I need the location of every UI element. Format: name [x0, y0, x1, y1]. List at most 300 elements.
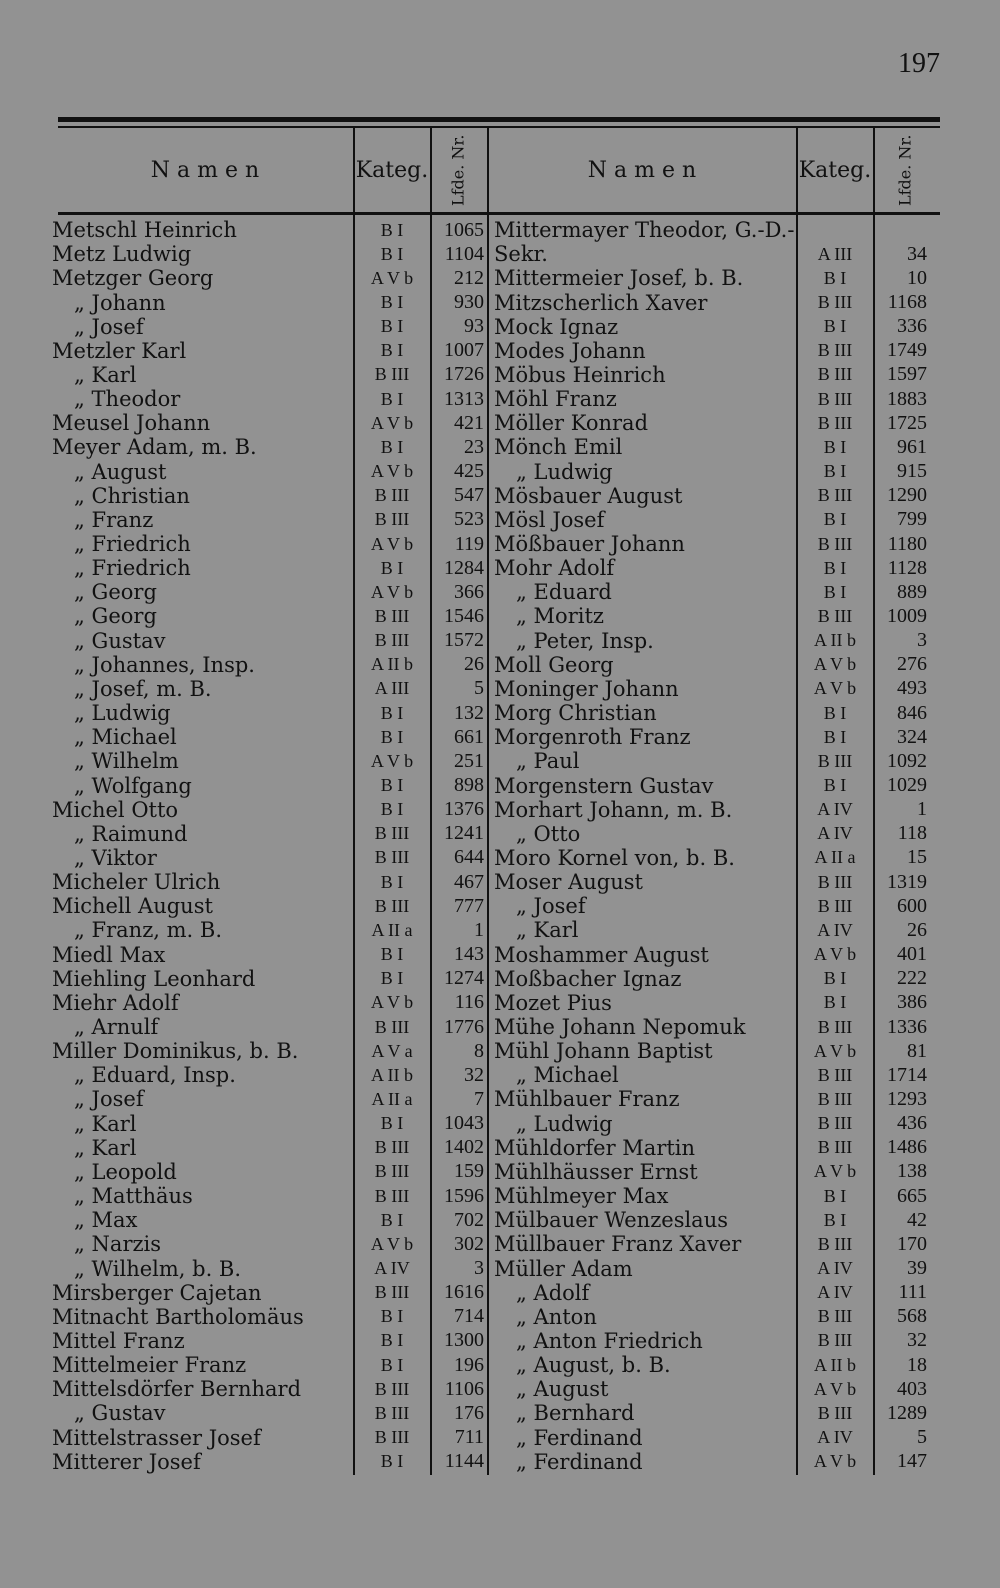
- header-rule: [58, 212, 940, 215]
- left-entry-number: 119: [454, 532, 484, 555]
- left-entry-name: „ Narzis: [74, 1232, 162, 1257]
- left-entry-name: „ Wolfgang: [74, 773, 192, 798]
- left-entry-number: 3: [474, 1257, 484, 1280]
- left-entry-category: B III: [374, 1282, 410, 1303]
- right-entry-name: Mülbauer Wenzeslaus: [494, 1208, 729, 1233]
- left-entry-row: [52, 242, 486, 266]
- left-entry-category: B I: [380, 557, 404, 578]
- right-entry-category: B I: [823, 702, 847, 723]
- right-entry-name: Mock Ignaz: [494, 314, 619, 339]
- left-header-number: Lfde. Nr.: [448, 134, 468, 206]
- right-entry-name: Mohr Adolf: [494, 556, 615, 581]
- left-entry-category: B I: [380, 388, 404, 409]
- left-entry-number: 1402: [444, 1136, 484, 1159]
- left-entry-number: 1546: [444, 604, 484, 627]
- left-entry-row: [52, 266, 486, 290]
- right-entry-number: 81: [907, 1039, 927, 1062]
- left-entry-row: [52, 1401, 486, 1425]
- right-entry-category: B I: [823, 436, 847, 457]
- left-entry-category: B I: [380, 702, 404, 723]
- right-entry-category: A V b: [813, 1451, 857, 1472]
- right-entry-number: 1749: [887, 339, 927, 362]
- right-entry-category: A II a: [814, 847, 856, 868]
- left-entry-name: Mittel Franz: [52, 1328, 185, 1353]
- right-entry-name: Moßbacher Ignaz: [494, 966, 682, 991]
- right-entry-row: [494, 943, 930, 967]
- right-entry-row: [494, 580, 930, 604]
- right-entry-number: 600: [897, 894, 927, 917]
- left-entry-row: [52, 339, 486, 363]
- left-entry-row: [52, 967, 486, 991]
- left-entry-row: [52, 460, 486, 484]
- right-entry-number: 915: [897, 460, 927, 483]
- right-entry-number: 34: [907, 242, 927, 265]
- right-entry-row: [494, 894, 930, 918]
- right-entry-name: Mösl Josef: [494, 507, 605, 532]
- left-entry-name: Metschl Heinrich: [52, 218, 237, 243]
- right-entry-number: 1714: [887, 1063, 927, 1086]
- left-entry-row: [52, 1329, 486, 1353]
- left-entry-row: [52, 1256, 486, 1280]
- right-entry-row: [494, 918, 930, 942]
- left-entry-row: [52, 1087, 486, 1111]
- left-entry-name: „ Georg: [74, 604, 157, 629]
- left-entry-category: A V b: [370, 581, 414, 602]
- right-entry-row: [494, 798, 930, 822]
- left-entry-row: [52, 1377, 486, 1401]
- left-entry-number: 714: [454, 1305, 484, 1328]
- right-entry-name: Modes Johann: [494, 338, 646, 363]
- left-entry-name: „ Michael: [74, 725, 177, 750]
- left-entry-category: B I: [380, 243, 404, 264]
- left-entry-number: 1104: [444, 242, 484, 265]
- left-entry-number: 1144: [444, 1450, 484, 1473]
- left-entry-category: A V b: [370, 267, 414, 288]
- left-entry-name: Metz Ludwig: [52, 242, 192, 267]
- right-entry-row: [494, 1087, 930, 1111]
- left-entry-number: 467: [454, 870, 484, 893]
- right-entry-row: [494, 967, 930, 991]
- left-entry-category: B I: [380, 799, 404, 820]
- right-entry-row: [494, 725, 930, 749]
- left-entry-category: B I: [380, 775, 404, 796]
- right-entry-number: 1180: [887, 532, 927, 555]
- left-entry-number: 1376: [444, 798, 484, 821]
- left-entry-row: [52, 894, 486, 918]
- left-entry-name: „ Ludwig: [74, 701, 171, 726]
- left-entry-number: 1274: [444, 967, 484, 990]
- right-entry-row: [494, 387, 930, 411]
- left-entry-number: 196: [454, 1353, 484, 1376]
- left-entry-row: [52, 1136, 486, 1160]
- right-entry-row: [494, 1208, 930, 1232]
- left-entry-row: [52, 822, 486, 846]
- right-entry-row: [494, 1063, 930, 1087]
- right-entry-row: [494, 701, 930, 725]
- right-entry-category: A V b: [813, 678, 857, 699]
- left-entry-name: „ Christian: [74, 483, 190, 508]
- right-entry-number: 1168: [887, 291, 927, 314]
- right-entry-name: „ Michael: [516, 1063, 619, 1088]
- left-entry-row: [52, 556, 486, 580]
- right-entry-row: [494, 363, 930, 387]
- right-entry-category: A II b: [814, 630, 856, 651]
- left-entry-number: 777: [454, 894, 484, 917]
- right-entry-row: [494, 532, 930, 556]
- right-entry-category: A IV: [817, 799, 853, 820]
- right-entry-category: A IV: [817, 1427, 853, 1448]
- right-entry-row: [494, 1039, 930, 1063]
- left-entry-row: [52, 918, 486, 942]
- right-entry-category: B III: [817, 871, 853, 892]
- right-entry-number: 111: [898, 1281, 927, 1304]
- page-number: 197: [898, 48, 940, 79]
- right-entry-category: B I: [823, 509, 847, 530]
- right-entry-name: Mönch Emil: [494, 435, 623, 460]
- right-entry-name: „ Ferdinand: [516, 1449, 643, 1474]
- right-entry-row: [494, 315, 930, 339]
- left-entry-number: 93: [464, 315, 484, 338]
- right-entry-row: [494, 435, 930, 459]
- left-entry-number: 1106: [444, 1377, 484, 1400]
- left-entry-number: 898: [454, 774, 484, 797]
- right-entry-category: A II b: [814, 1354, 856, 1375]
- right-entry-row: [494, 1184, 930, 1208]
- right-entry-number: 324: [897, 725, 927, 748]
- right-entry-category: A V b: [813, 1161, 857, 1182]
- right-entry-row: [494, 1450, 930, 1474]
- right-header-number: Lfde. Nr.: [895, 134, 915, 206]
- right-entry-category: B III: [817, 750, 853, 771]
- right-entry-number: 1597: [887, 363, 927, 386]
- right-entry-category: B III: [817, 485, 853, 506]
- right-entry-category: B I: [823, 316, 847, 337]
- right-entry-number: 1486: [887, 1136, 927, 1159]
- right-entry-number: 26: [907, 918, 927, 941]
- right-entry-row: [494, 773, 930, 797]
- left-entry-row: [52, 1184, 486, 1208]
- right-entry-name: Moser August: [494, 870, 643, 895]
- left-entry-category: B III: [374, 605, 410, 626]
- right-entry-category: B III: [817, 1402, 853, 1423]
- left-entry-name: „ Karl: [74, 1135, 137, 1160]
- right-header-name: N a m e n: [587, 157, 697, 183]
- left-entry-name: „ Johann: [74, 290, 166, 315]
- left-entry-row: [52, 653, 486, 677]
- right-entry-name: Müllbauer Franz Xaver: [494, 1232, 742, 1257]
- right-entry-number: 889: [897, 580, 927, 603]
- left-entry-name: „ Gustav: [74, 628, 166, 653]
- right-entry-category: B III: [817, 895, 853, 916]
- right-entry-category: B I: [823, 1185, 847, 1206]
- left-entry-name: „ Georg: [74, 580, 157, 605]
- left-entry-number: 644: [454, 846, 484, 869]
- left-entry-category: A V b: [370, 1233, 414, 1254]
- left-entry-number: 1043: [444, 1112, 484, 1135]
- right-entry-category: B III: [817, 1233, 853, 1254]
- left-entry-category: B I: [380, 944, 404, 965]
- left-entry-number: 7: [474, 1087, 484, 1110]
- left-entry-category: B I: [380, 1354, 404, 1375]
- right-entry-number: 401: [897, 943, 927, 966]
- right-entry-category: B III: [817, 1113, 853, 1134]
- left-entry-category: B III: [374, 509, 410, 530]
- left-entry-category: B III: [374, 485, 410, 506]
- right-entry-name: Müller Adam: [494, 1256, 633, 1281]
- right-entry-category: B I: [823, 1209, 847, 1230]
- left-entry-name: Meusel Johann: [52, 411, 211, 436]
- right-entry-number: 147: [897, 1450, 927, 1473]
- left-entry-category: B III: [374, 1161, 410, 1182]
- left-entry-number: 302: [454, 1232, 484, 1255]
- right-entry-number: 1725: [887, 411, 927, 434]
- right-entry-row: [494, 1426, 930, 1450]
- left-entry-category: B III: [374, 1016, 410, 1037]
- left-entry-row: [52, 773, 486, 797]
- right-entry-name: Mühlbauer Franz: [494, 1087, 680, 1112]
- right-entry-number: 493: [897, 677, 927, 700]
- left-entry-row: [52, 604, 486, 628]
- right-entry-name: Mösbauer August: [494, 483, 683, 508]
- left-entry-row: [52, 1353, 486, 1377]
- left-entry-row: [52, 1015, 486, 1039]
- left-entry-number: 1726: [444, 363, 484, 386]
- right-entry-name: „ Anton: [516, 1304, 597, 1329]
- right-entry-row: [494, 1281, 930, 1305]
- left-entry-number: 251: [454, 749, 484, 772]
- left-entry-name: „ Leopold: [74, 1159, 177, 1184]
- right-entry-row: [494, 870, 930, 894]
- right-entry-category: B III: [817, 1306, 853, 1327]
- left-entry-number: 116: [454, 991, 484, 1014]
- right-entry-number: 336: [897, 315, 927, 338]
- left-entry-name: Mitnacht Bartholomäus: [52, 1304, 304, 1329]
- left-entry-row: [52, 1281, 486, 1305]
- left-entry-category: B III: [374, 1137, 410, 1158]
- left-entry-name: „ Josef: [74, 314, 144, 339]
- left-entry-name: „ Wilhelm, b. B.: [74, 1256, 242, 1281]
- right-entry-number: 42: [907, 1208, 927, 1231]
- right-entry-name: Sekr.: [494, 242, 548, 267]
- right-entry-name: „ Otto: [516, 821, 581, 846]
- left-entry-number: 930: [454, 291, 484, 314]
- left-entry-row: [52, 363, 486, 387]
- right-entry-name: Moll Georg: [494, 652, 614, 677]
- right-entry-number: 403: [897, 1377, 927, 1400]
- left-entry-number: 1300: [444, 1329, 484, 1352]
- left-entry-category: B I: [380, 436, 404, 457]
- right-entry-row: [494, 677, 930, 701]
- left-entry-row: [52, 315, 486, 339]
- left-entry-number: 1776: [444, 1015, 484, 1038]
- right-entry-number: 665: [897, 1184, 927, 1207]
- left-entry-category: B III: [374, 895, 410, 916]
- left-entry-name: „ Wilhelm: [74, 749, 179, 774]
- left-entry-number: 1241: [444, 822, 484, 845]
- left-entry-row: [52, 532, 486, 556]
- left-entry-row: [52, 411, 486, 435]
- left-entry-category: A II a: [371, 1088, 413, 1109]
- right-entry-row: [494, 1329, 930, 1353]
- right-entry-number: 1290: [887, 484, 927, 507]
- left-entry-row: [52, 580, 486, 604]
- left-entry-row: [52, 1160, 486, 1184]
- left-entry-name: „ Friedrich: [74, 556, 191, 581]
- left-entry-number: 32: [464, 1063, 484, 1086]
- left-entry-category: B III: [374, 847, 410, 868]
- right-entry-name: Morgenroth Franz: [494, 725, 691, 750]
- left-entry-row: [52, 387, 486, 411]
- right-entry-category: A V b: [813, 1378, 857, 1399]
- right-entry-row: [494, 1112, 930, 1136]
- right-entry-name: Morgenstern Gustav: [494, 773, 714, 798]
- left-entry-number: 702: [454, 1208, 484, 1231]
- left-entry-category: B III: [374, 1185, 410, 1206]
- left-entry-number: 1313: [444, 387, 484, 410]
- right-entry-number: 15: [907, 846, 927, 869]
- left-entry-category: B I: [380, 292, 404, 313]
- right-entry-category: B III: [817, 1137, 853, 1158]
- left-entry-name: Miller Dominikus, b. B.: [52, 1039, 299, 1064]
- right-entry-name: Morhart Johann, m. B.: [494, 797, 733, 822]
- left-entry-name: „ Matthäus: [74, 1184, 193, 1209]
- right-entry-category: A III: [817, 243, 853, 264]
- right-entry-row: [494, 1401, 930, 1425]
- left-entry-number: 523: [454, 508, 484, 531]
- right-entry-category: B III: [817, 1330, 853, 1351]
- left-entry-row: [52, 1305, 486, 1329]
- left-entry-category: A V b: [370, 992, 414, 1013]
- left-entry-name: Micheler Ulrich: [52, 870, 221, 895]
- right-entry-number: 18: [907, 1353, 927, 1376]
- left-entry-category: A V b: [370, 461, 414, 482]
- right-entry-row: [494, 991, 930, 1015]
- left-entry-name: „ Franz: [74, 507, 154, 532]
- right-entry-row: [494, 556, 930, 580]
- left-entry-row: [52, 725, 486, 749]
- right-entry-row: [494, 508, 930, 532]
- left-entry-category: B I: [380, 968, 404, 989]
- right-entry-row: [494, 411, 930, 435]
- right-entry-number: 276: [897, 653, 927, 676]
- right-entry-name: Morg Christian: [494, 701, 657, 726]
- left-entry-number: 5: [474, 677, 484, 700]
- left-entry-name: „ Johannes, Insp.: [74, 652, 255, 677]
- left-header-name: N a m e n: [150, 157, 260, 183]
- left-entry-category: B I: [380, 871, 404, 892]
- right-entry-row: [494, 290, 930, 314]
- right-entry-number: 170: [897, 1232, 927, 1255]
- left-entry-number: 547: [454, 484, 484, 507]
- left-entry-category: B I: [380, 219, 404, 240]
- left-entry-number: 212: [454, 266, 484, 289]
- right-entry-row: [494, 846, 930, 870]
- left-entry-row: [52, 749, 486, 773]
- right-entry-name: Möbus Heinrich: [494, 362, 666, 387]
- left-entry-category: B III: [374, 630, 410, 651]
- right-entry-category: B III: [817, 340, 853, 361]
- right-entry-name: Mühlmeyer Max: [494, 1184, 669, 1209]
- left-entry-category: B III: [374, 364, 410, 385]
- right-entry-category: B III: [817, 533, 853, 554]
- right-entry-name: Mößbauer Johann: [494, 532, 685, 557]
- left-entry-category: B I: [380, 1451, 404, 1472]
- right-entry-name: Moshammer August: [494, 942, 709, 967]
- left-entry-number: 1065: [444, 218, 484, 241]
- left-entry-category: A II b: [371, 1064, 413, 1085]
- right-entry-category: B III: [817, 364, 853, 385]
- right-entry-number: 1883: [887, 387, 927, 410]
- left-entry-category: B I: [380, 1113, 404, 1134]
- right-entry-number: 1289: [887, 1401, 927, 1424]
- left-entry-category: A V a: [371, 1040, 413, 1061]
- left-entry-name: Mittelsdörfer Bernhard: [52, 1377, 302, 1402]
- left-entry-name: „ Josef, m. B.: [74, 676, 212, 701]
- right-entry-name: „ Josef: [516, 894, 586, 919]
- left-entry-row: [52, 991, 486, 1015]
- right-entry-name: „ Bernhard: [516, 1401, 635, 1426]
- left-entry-number: 421: [454, 411, 484, 434]
- right-entry-number: 1092: [887, 749, 927, 772]
- right-entry-row: [494, 1353, 930, 1377]
- left-entry-number: 8: [474, 1039, 484, 1062]
- right-entry-category: A V b: [813, 654, 857, 675]
- left-entry-category: B I: [380, 726, 404, 747]
- left-entry-name: Meyer Adam, m. B.: [52, 435, 257, 460]
- right-entry-row: [494, 629, 930, 653]
- left-entry-row: [52, 218, 486, 242]
- right-entry-number: 1: [917, 798, 927, 821]
- right-entry-category: B III: [817, 1088, 853, 1109]
- right-entry-row: [494, 242, 930, 266]
- left-entry-number: 661: [454, 725, 484, 748]
- left-entry-row: [52, 677, 486, 701]
- left-entry-category: B I: [380, 1306, 404, 1327]
- left-entry-row: [52, 846, 486, 870]
- left-entry-number: 132: [454, 701, 484, 724]
- right-entry-name: „ Ferdinand: [516, 1425, 643, 1450]
- right-entry-row: [494, 1160, 930, 1184]
- left-entry-category: B I: [380, 1209, 404, 1230]
- right-entry-category: B I: [823, 968, 847, 989]
- left-entry-name: „ Gustav: [74, 1401, 166, 1426]
- left-entry-row: [52, 701, 486, 725]
- right-entry-number: 1336: [887, 1015, 927, 1038]
- right-entry-number: 1319: [887, 870, 927, 893]
- right-entry-name: Mozet Pius: [494, 990, 612, 1015]
- left-entry-category: A III: [374, 678, 410, 699]
- left-entry-row: [52, 484, 486, 508]
- right-entry-name: Mittermeier Josef, b. B.: [494, 266, 744, 291]
- right-entry-name: „ Ludwig: [516, 1111, 613, 1136]
- right-entry-row: [494, 749, 930, 773]
- left-entry-number: 425: [454, 460, 484, 483]
- left-entry-number: 143: [454, 943, 484, 966]
- right-entry-name: „ Adolf: [516, 1280, 590, 1305]
- left-entry-name: „ Friedrich: [74, 532, 191, 557]
- left-entry-name: Metzger Georg: [52, 266, 214, 291]
- right-entry-number: 118: [897, 822, 927, 845]
- left-entry-number: 1007: [444, 339, 484, 362]
- left-entry-row: [52, 1208, 486, 1232]
- left-entry-name: Mittelstrasser Josef: [52, 1425, 261, 1450]
- right-entry-number: 222: [897, 967, 927, 990]
- right-entry-category: B III: [817, 1064, 853, 1085]
- left-entry-category: B III: [374, 823, 410, 844]
- right-entry-number: 799: [897, 508, 927, 531]
- right-entry-row: [494, 1136, 930, 1160]
- top-rule-thick: [58, 117, 940, 122]
